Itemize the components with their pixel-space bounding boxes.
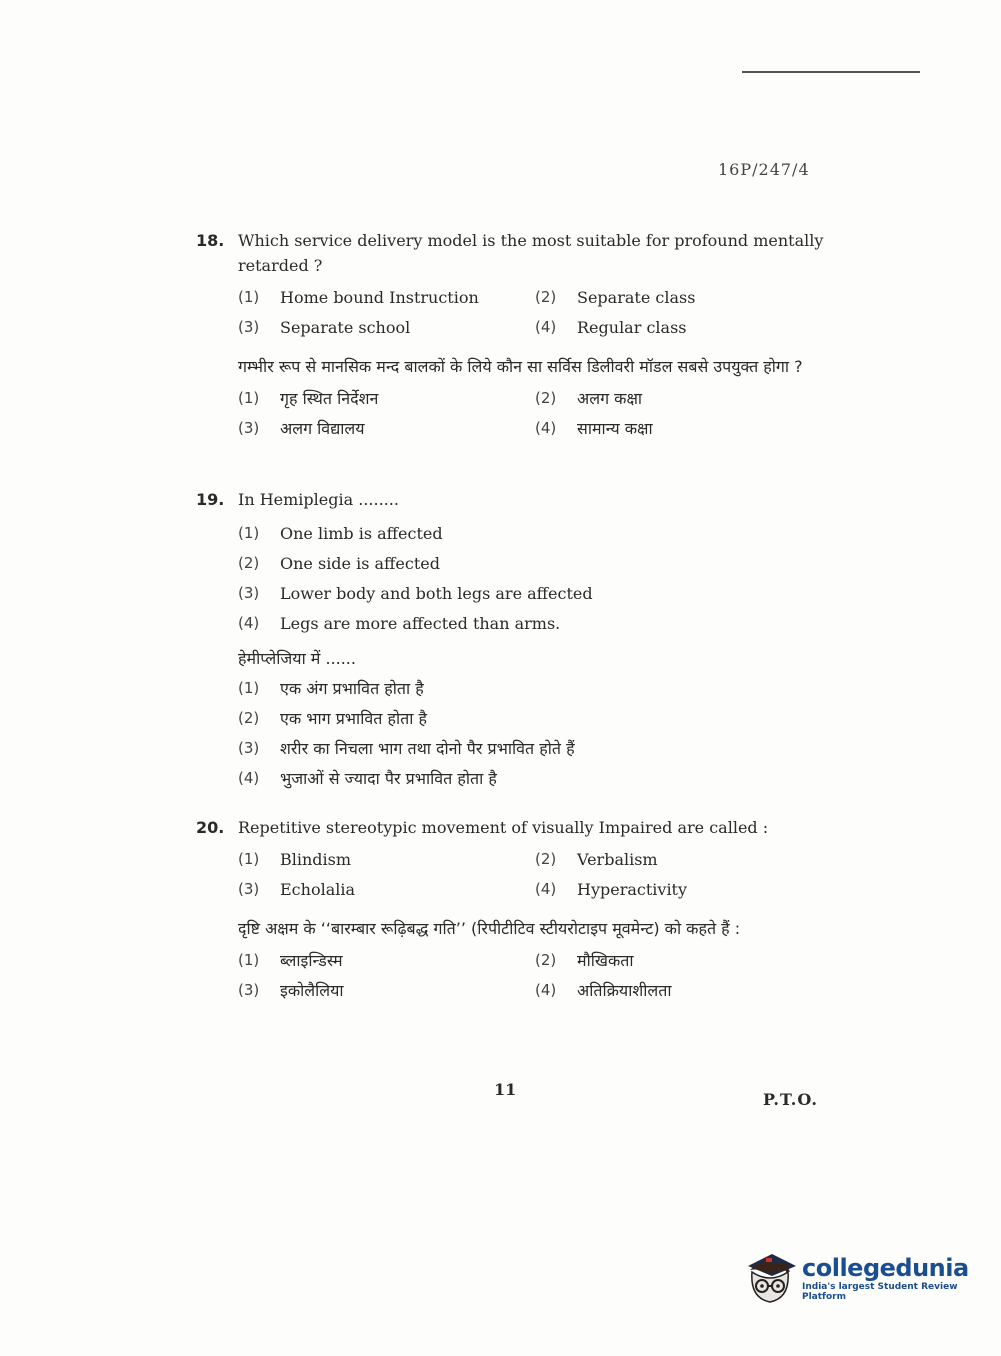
hindi-option-4: (4) सामान्य कक्षा: [535, 418, 653, 438]
student-mascot-icon: [742, 1250, 798, 1306]
options: [238, 848, 836, 900]
options: [238, 518, 836, 638]
question-text: Repetitive stereotypic movement of visually Impaired are called :: [238, 818, 769, 837]
logo-name: collegedunia: [802, 1254, 969, 1282]
hindi-option-3: (3) अलग विद्यालय: [238, 418, 365, 438]
question-text: In Hemiplegia ........: [238, 490, 399, 509]
question-number: 20.: [196, 818, 225, 837]
option-2: (2) One side is affected: [238, 553, 440, 573]
option-1: (1) One limb is affected: [238, 523, 443, 543]
hindi-option-2: (2) अलग कक्षा: [535, 388, 643, 408]
collegedunia-logo: [742, 1250, 1001, 1306]
hindi-option-3: (3) शरीर का निचला भाग तथा दोनो पैर प्रभावित होते हैं: [238, 738, 575, 758]
hindi-option-4: (4) भुजाओं से ज्यादा पैर प्रभावित होता है: [238, 768, 497, 788]
question-text: Which service delivery model is the most suitable for profound mentally retarded ?: [238, 231, 824, 275]
option-3: (3) Echolalia: [238, 879, 356, 899]
pto-label: P.T.O.: [763, 1090, 818, 1109]
hindi-options: [238, 673, 836, 793]
option-1: (1) Home bound Instruction: [238, 287, 479, 307]
hindi-options: [238, 387, 836, 439]
paper-code: 16P/247/4: [718, 160, 810, 179]
top-rule: [742, 71, 920, 73]
hindi-option-1: (1) ब्लाइन्डिस्म: [238, 950, 343, 970]
question-19: [196, 487, 836, 793]
options: [238, 286, 836, 338]
option-2: (2) Verbalism: [535, 849, 658, 869]
hindi-option-2: (2) एक भाग प्रभावित होता है: [238, 708, 427, 728]
page-number: 11: [494, 1080, 517, 1099]
hindi-option-3: (3) इकोलैलिया: [238, 980, 344, 1000]
option-3: (3) Separate school: [238, 317, 411, 337]
question-20: [196, 815, 836, 1001]
logo-tagline: India's largest Student Review Platform: [802, 1282, 958, 1302]
option-2: (2) Separate class: [535, 287, 696, 307]
hindi-question-text: दृष्टि अक्षम के ‘‘बारम्बार रूढ़िबद्ध गति’’ (रिपीटीटिव स्टीयरोटाइप मूवमेन्ट) को कहते हैं :: [238, 919, 741, 938]
hindi-option-1: (1) गृह स्थित निर्देशन: [238, 388, 379, 408]
hindi-option-4: (4) अतिक्रियाशीलता: [535, 980, 672, 1000]
option-3: (3) Lower body and both legs are affected: [238, 583, 593, 603]
option-1: (1) Blindism: [238, 849, 352, 869]
hindi-question-text: हेमीप्लेजिया में ......: [238, 649, 356, 668]
hindi-options: [238, 949, 836, 1001]
option-4: (4) Hyperactivity: [535, 879, 688, 899]
option-4: (4) Legs are more affected than arms.: [238, 613, 561, 633]
question-number: 19.: [196, 490, 225, 509]
hindi-option-1: (1) एक अंग प्रभावित होता है: [238, 678, 424, 698]
hindi-option-2: (2) मौखिकता: [535, 950, 634, 970]
option-4: (4) Regular class: [535, 317, 687, 337]
hindi-question-text: गम्भीर रूप से मानसिक मन्द बालकों के लिये कौन सा सर्विस डिलीवरी मॉडल सबसे उपयुक्त होगा ?: [238, 357, 803, 376]
question-18: [196, 228, 836, 439]
question-number: 18.: [196, 231, 225, 250]
